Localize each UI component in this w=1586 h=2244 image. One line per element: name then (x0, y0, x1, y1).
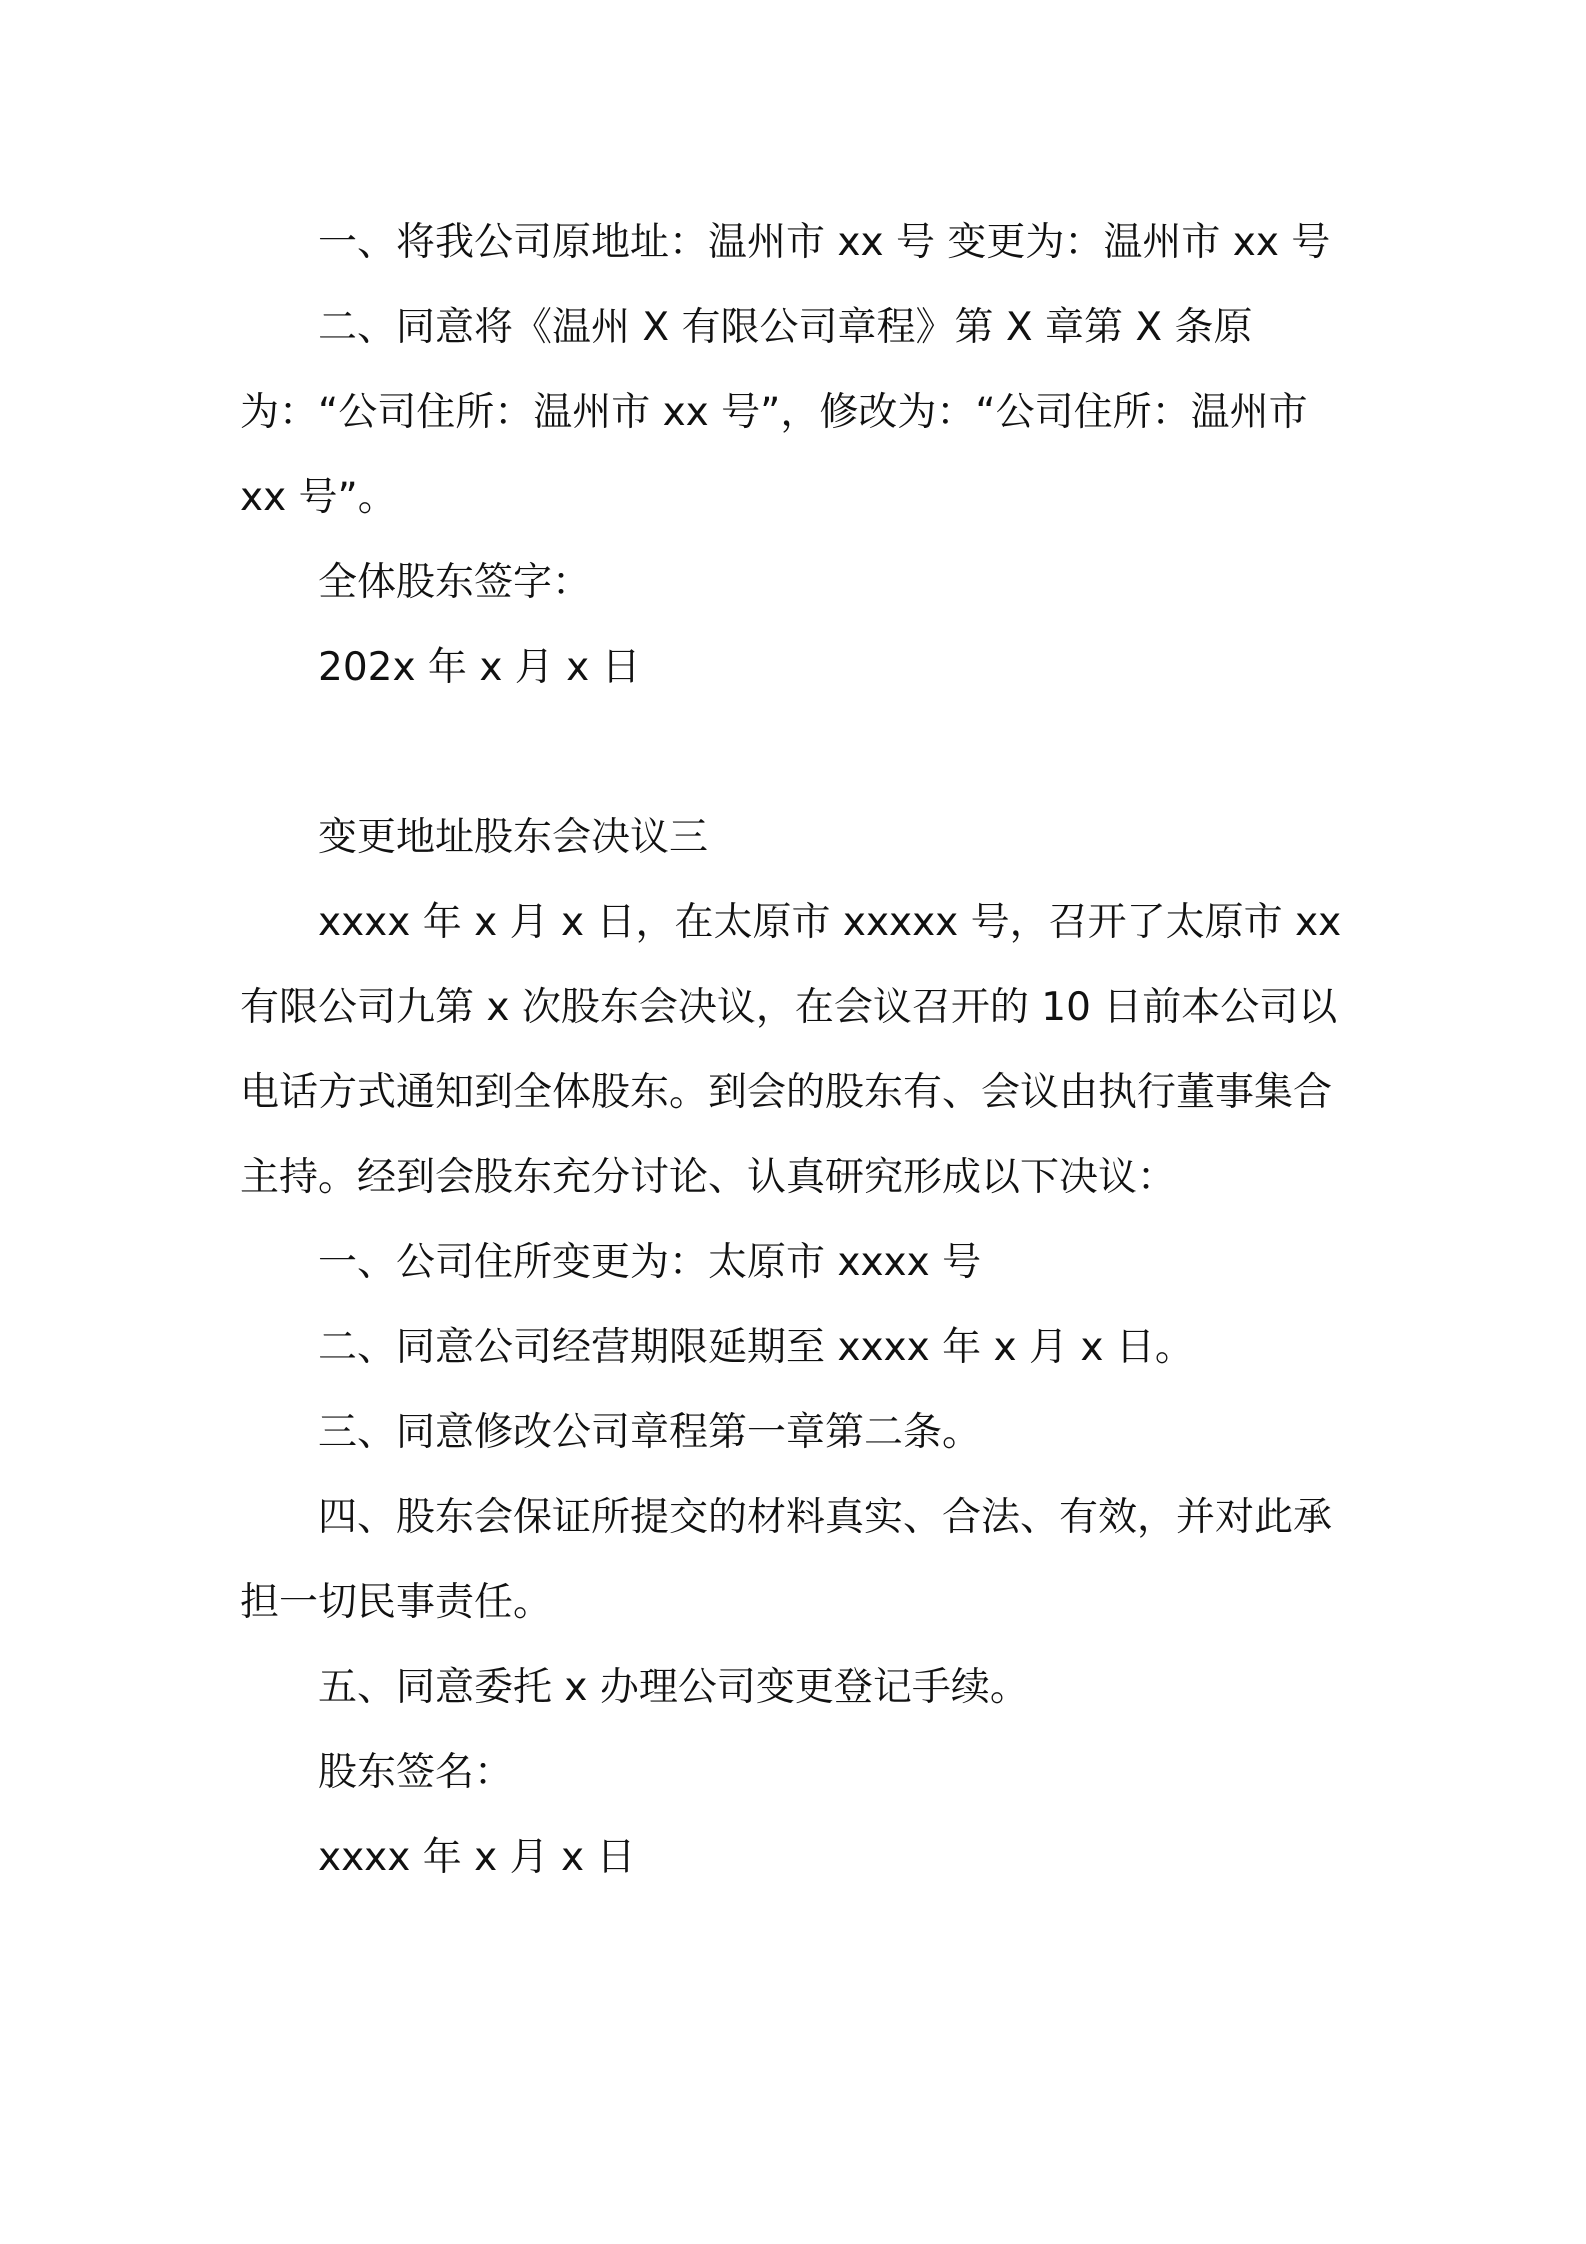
resolution-item-1: 一、公司住所变更为：太原市 xxxx 号 (318, 1240, 982, 1285)
signature-date: xxxx 年 x 月 x 日 (318, 1835, 636, 1880)
signature-label: 股东签名： (318, 1750, 514, 1795)
resolution-item-2: 二、同意公司经营期限延期至 xxxx 年 x 月 x 日。 (318, 1325, 1194, 1370)
signature-date: 202x 年 x 月 x 日 (318, 645, 641, 690)
signature-label: 全体股东签字： (318, 560, 592, 605)
meeting-intro: xxxx 年 x 月 x 日，在太原市 xxxxx 号，召开了太原市 xx 有限公司九第 x 次股东会决议，在会议召开的 10 日前本公司以电话方式通知到全体股东。到会的股东有、会议由执行董事集合主持。经到会股东充分讨论、认真研究形成以下决议： (240, 900, 1342, 1200)
document-body (240, 200, 1356, 1900)
section-title: 变更地址股东会决议三 (318, 815, 709, 860)
section-spacer (240, 710, 1356, 795)
resolution-item-4: 四、股东会保证所提交的材料真实、合法、有效，并对此承担一切民事责任。 (240, 1495, 1333, 1625)
resolution-item-2: 二、同意将《温州 X 有限公司章程》第 X 章第 X 条原为：“公司住所：温州市 xx 号”，修改为：“公司住所：温州市 xx 号”。 (240, 305, 1308, 520)
resolution-item-5: 五、同意委托 x 办理公司变更登记手续。 (318, 1665, 1029, 1710)
resolution-item-3: 三、同意修改公司章程第一章第二条。 (318, 1410, 982, 1455)
resolution-item-1: 一、将我公司原地址：温州市 xx 号 变更为：温州市 xx 号 (318, 220, 1331, 265)
